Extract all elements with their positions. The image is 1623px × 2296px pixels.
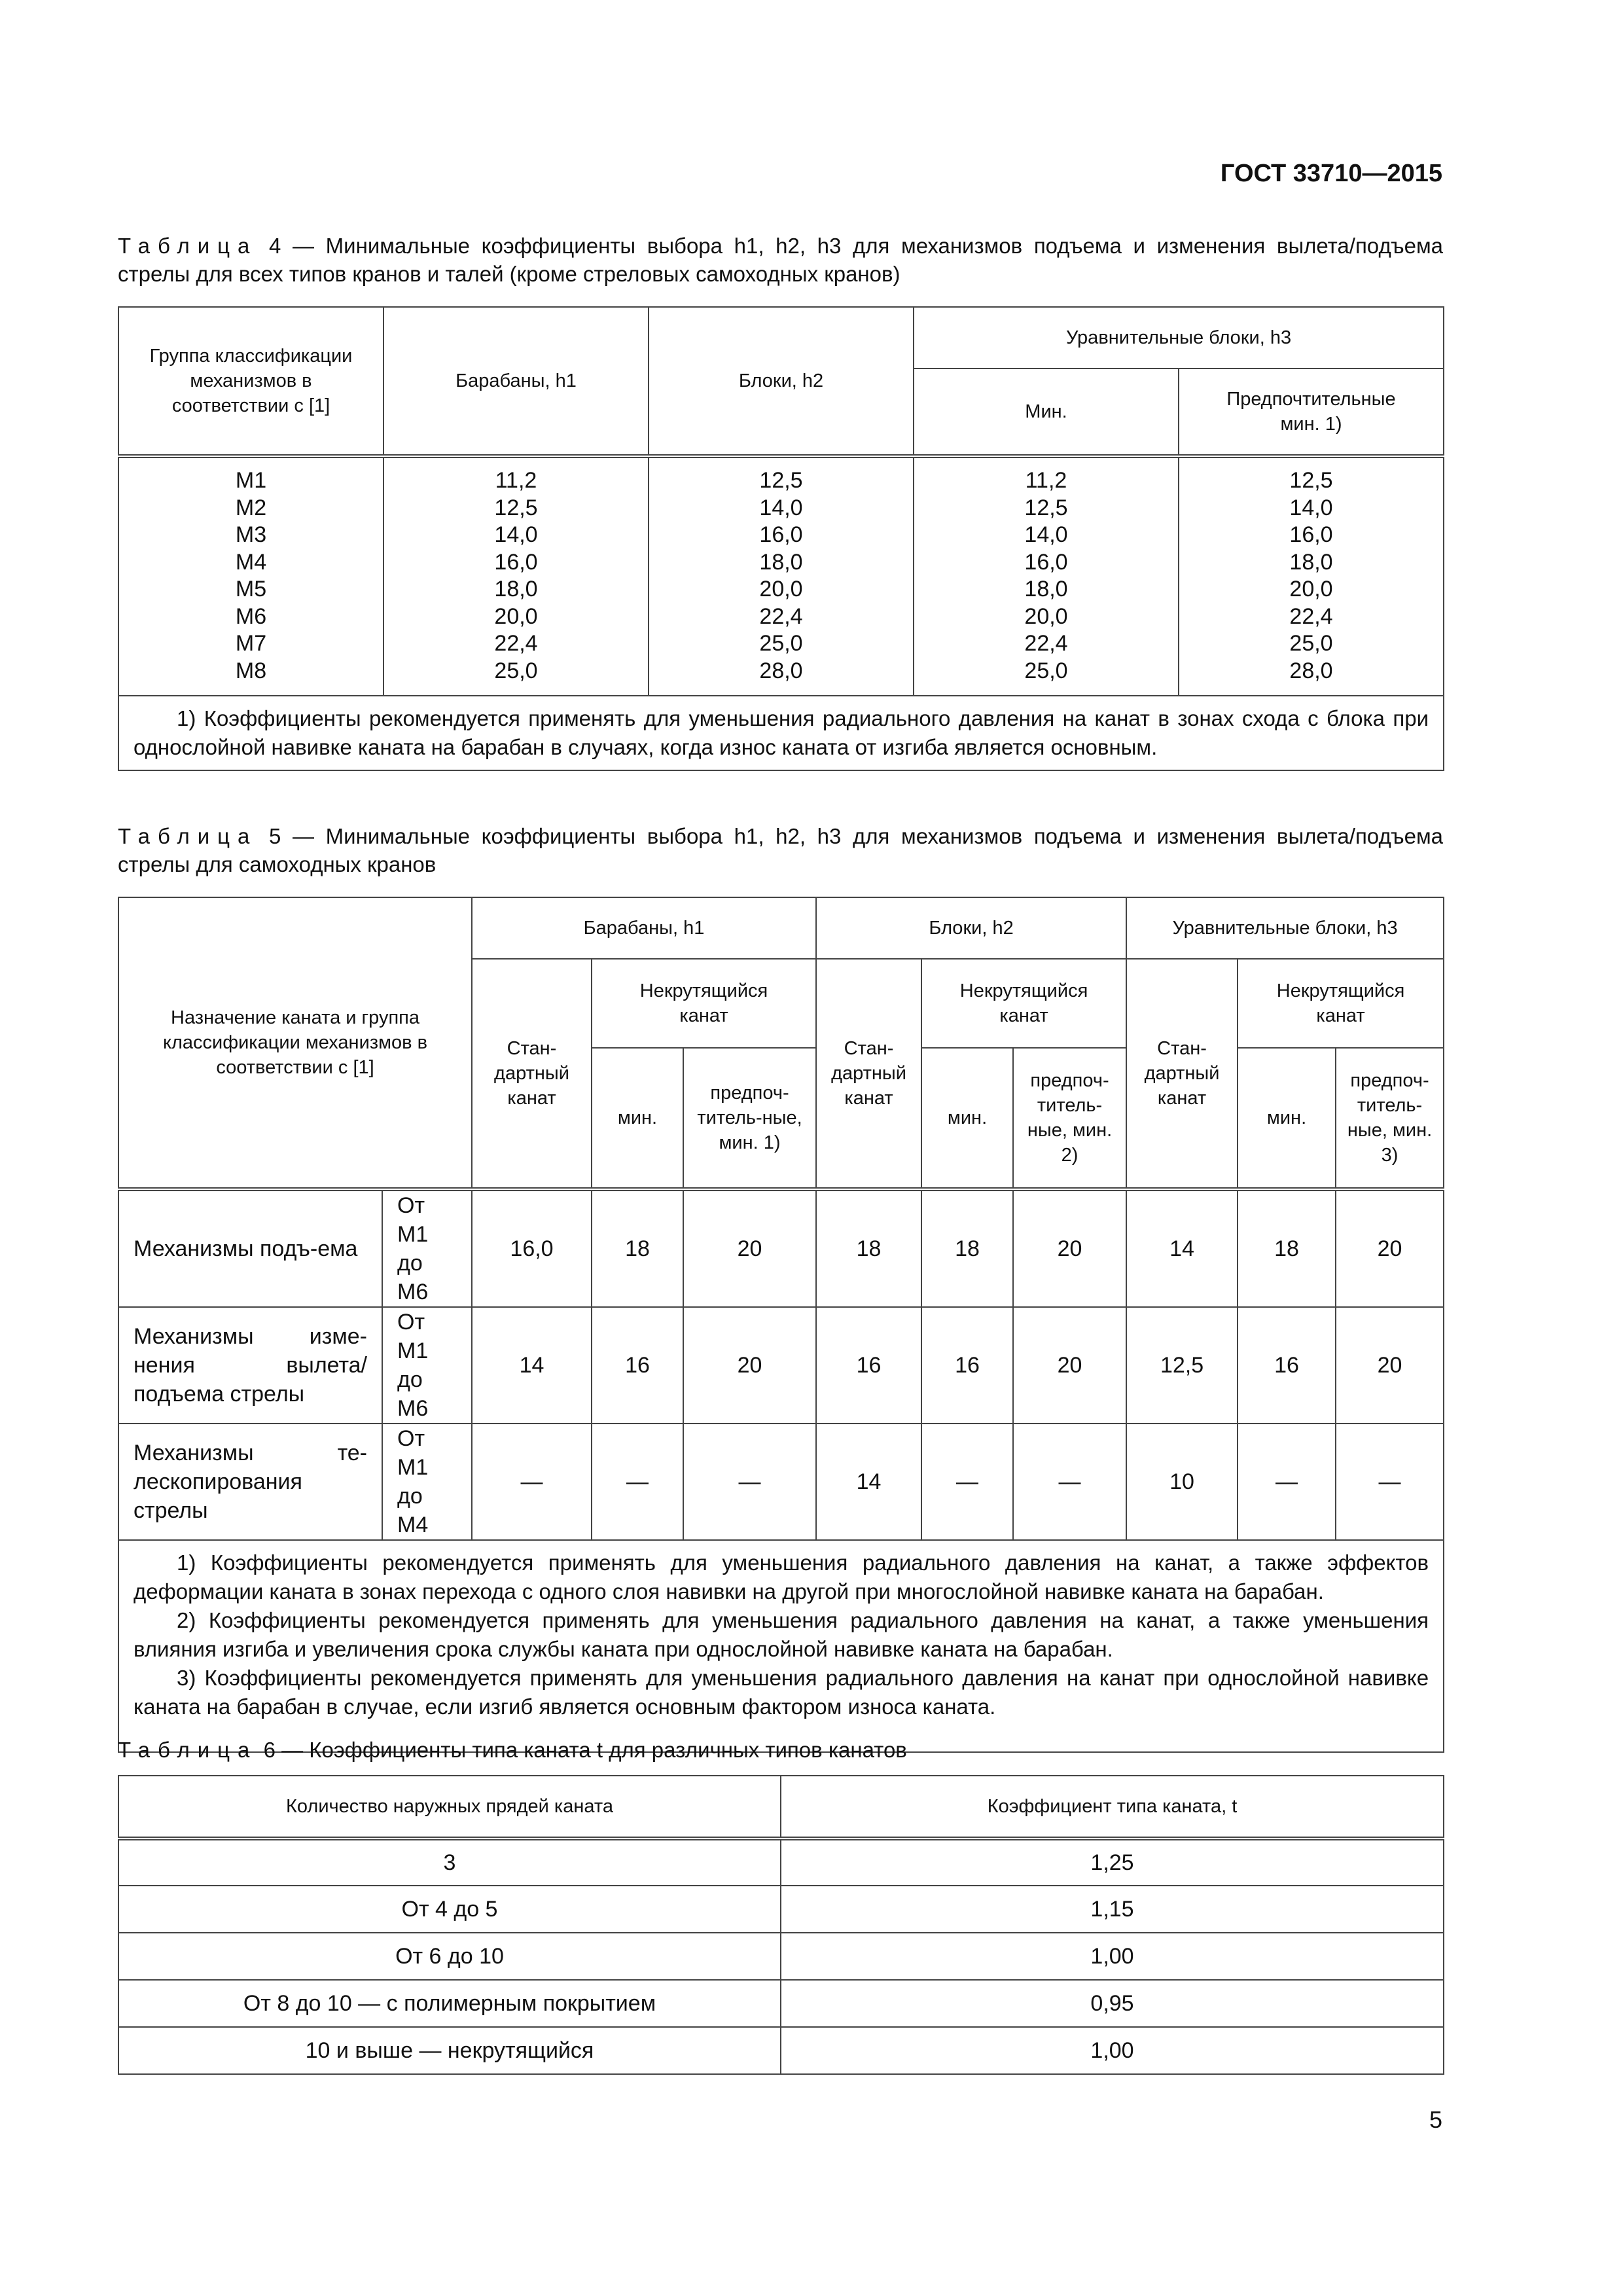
table-cell: 0,95: [781, 1980, 1444, 2027]
table4-header-preferred: Предпочтительные мин. 1): [1179, 368, 1444, 456]
table-row: [118, 1933, 1444, 1980]
table-cell: 18,0: [1024, 577, 1068, 601]
table-cell: 1,00: [781, 2027, 1444, 2074]
table5-header-pref-drums: предпоч-титель-ные, мин. 1): [683, 1048, 816, 1189]
table-cell: 16,0: [494, 549, 538, 575]
table-cell: 16: [816, 1307, 921, 1424]
table-cell: M5: [235, 577, 267, 601]
footnote-text: 1) Коэффициенты рекомендуется применять для уменьшения радиального давления на канат в зонах схода с блока при однослойной навивке каната на барабан в случаях, когда износ каната от изгиба является основным.: [134, 706, 1429, 759]
table-cell: 14: [1126, 1189, 1238, 1307]
table-cell: 20: [1013, 1189, 1126, 1307]
table5-header-drums: Барабаны, h1: [472, 897, 816, 959]
table-cell: M6: [235, 603, 267, 629]
table-cell: —: [1336, 1424, 1444, 1540]
table-cell: От 8 до 10 — с полимерным покрытием: [118, 1980, 781, 2027]
table-cell: 28,0: [1289, 658, 1333, 683]
table-cell: 22,4: [494, 631, 538, 656]
table5-header-pref-equalizer: предпоч-титель-ные, мин. 3): [1336, 1048, 1444, 1189]
table4-caption-text: — Минимальные коэффициенты выбора h1, h2, h3 для механизмов подъема и изменения вылета/подъема стрелы для всех типов кранов и талей (кроме стреловых самоходных кранов): [118, 234, 1443, 286]
table5-mechanism-label: Механизмы изме-нения вылета/ подъема стрелы: [118, 1307, 382, 1424]
table-cell: 10 и выше — некрутящийся: [118, 2027, 781, 2074]
table4-col-preferred: [1179, 456, 1444, 696]
table-cell: 14,0: [494, 522, 538, 547]
table-cell: 3: [118, 1839, 781, 1886]
table4-col-min: [914, 456, 1179, 696]
table-row: [118, 1307, 1444, 1424]
table-cell: 25,0: [1024, 658, 1068, 683]
table-cell: 16,0: [759, 522, 803, 547]
table-cell: 10: [1126, 1424, 1238, 1540]
table-cell: 25,0: [1289, 631, 1333, 656]
table5: [118, 897, 1444, 1753]
table-cell: От 6 до 10: [118, 1933, 781, 1980]
table-cell: 14,0: [1289, 495, 1333, 520]
table-cell: От 4 до 5: [118, 1886, 781, 1933]
table5-caption: [118, 822, 1443, 878]
table-cell: —: [472, 1424, 592, 1540]
table-cell: 16: [1238, 1307, 1336, 1424]
table-cell: 12,5: [1024, 495, 1068, 520]
table-cell: —: [1013, 1424, 1126, 1540]
table4-caption-number: 4: [269, 234, 281, 258]
table-cell: 18: [816, 1189, 921, 1307]
table-cell: 20: [1013, 1307, 1126, 1424]
table5-header-standard-blocks: Стан-дартный канат: [816, 959, 921, 1189]
table-cell: 18,0: [494, 577, 538, 601]
footnote-text: 3) Коэффициенты рекомендуется применять для уменьшения радиального давления на канат при однослойной навивке каната на барабан в случае, если изгиб является основным фактором износа каната.: [134, 1666, 1429, 1719]
table-cell: 25,0: [759, 631, 803, 656]
table-cell: 1,00: [781, 1933, 1444, 1980]
table4-caption-word: Таблица: [118, 234, 258, 258]
table5-header-equalizer: Уравнительные блоки, h3: [1126, 897, 1444, 959]
table5-header-purpose: Назначение каната и группа классификации механизмов в соответствии с [1]: [118, 897, 472, 1189]
table-cell: M4: [235, 549, 267, 575]
table-cell: 18: [592, 1189, 683, 1307]
table5-header-min-equalizer: мин.: [1238, 1048, 1336, 1189]
table-cell: 12,5: [759, 468, 803, 493]
table4-col-groups: [118, 456, 383, 696]
table6-header-coefficient: Коэффициент типа каната, t: [781, 1776, 1444, 1839]
table-cell: M8: [235, 658, 267, 683]
table-cell: 14,0: [1024, 522, 1068, 547]
table5-footnotes: [118, 1540, 1444, 1752]
table-cell: 18,0: [1289, 549, 1333, 575]
table-cell: 20,0: [759, 577, 803, 601]
table-cell: —: [1238, 1424, 1336, 1540]
table-cell: M2: [235, 495, 267, 520]
table6-caption: [118, 1736, 1443, 1764]
table6-header-strands: Количество наружных прядей каната: [118, 1776, 781, 1839]
table-row: [118, 1839, 1444, 1886]
table-cell: 16,0: [1024, 549, 1068, 575]
table-cell: 14,0: [759, 495, 803, 520]
table4-footnote: [118, 696, 1444, 770]
table-cell: 20: [683, 1307, 816, 1424]
table-cell: 25,0: [494, 658, 538, 683]
table-row: [118, 1189, 1444, 1307]
footnote-text: 1) Коэффициенты рекомендуется применять для уменьшения радиального давления на канат, а также эффектов деформации каната в зонах перехода с одного слоя навивки на другой при многослойной навивке каната на барабан.: [134, 1551, 1429, 1604]
table5-header-nonrotating-equalizer: Некрутящийся канат: [1238, 959, 1444, 1048]
table5-group-label: От М1 до М6: [382, 1307, 472, 1424]
table-cell: 18: [921, 1189, 1013, 1307]
table4-col-blocks: [649, 456, 914, 696]
table-cell: 20,0: [1024, 603, 1068, 629]
table-cell: 16,0: [1289, 522, 1333, 547]
table-cell: 1,25: [781, 1839, 1444, 1886]
table4-header-min: Мин.: [914, 368, 1179, 456]
table-row: [118, 1424, 1444, 1540]
table-cell: 16: [592, 1307, 683, 1424]
table-row: [118, 1886, 1444, 1933]
table-cell: 28,0: [759, 658, 803, 683]
table-cell: M1: [235, 468, 267, 493]
table5-group-label: От М1 до М4: [382, 1424, 472, 1540]
table-cell: 1,15: [781, 1886, 1444, 1933]
table4-header-group: Группа классификации механизмов в соответствии с [1]: [118, 307, 383, 456]
table6-caption-text: — Коэффициенты типа каната t для различных типов канатов: [281, 1738, 907, 1762]
table-cell: 16,0: [472, 1189, 592, 1307]
table5-header-min-drums: мин.: [592, 1048, 683, 1189]
table5-header-nonrotating-drums: Некрутящийся канат: [592, 959, 816, 1048]
table-cell: M7: [235, 631, 267, 656]
table-cell: 14: [472, 1307, 592, 1424]
table6: [118, 1775, 1444, 2075]
table-cell: —: [921, 1424, 1013, 1540]
table-cell: 11,2: [1025, 468, 1067, 493]
table5-header-nonrotating-blocks: Некрутящийся канат: [921, 959, 1126, 1048]
table5-caption-text: — Минимальные коэффициенты выбора h1, h2, h3 для механизмов подъема и изменения вылета/подъема стрелы для самоходных кранов: [118, 824, 1443, 876]
table-cell: 20: [683, 1189, 816, 1307]
table4-header-blocks: Блоки, h2: [649, 307, 914, 456]
table-cell: 18: [1238, 1189, 1336, 1307]
table-row: [118, 1980, 1444, 2027]
table-cell: 20: [1336, 1307, 1444, 1424]
table5-header-standard-equalizer: Стан-дартный канат: [1126, 959, 1238, 1189]
table5-header-standard-drums: Стан-дартный канат: [472, 959, 592, 1189]
table5-header-min-blocks: мин.: [921, 1048, 1013, 1189]
table6-caption-word: Таблица: [118, 1738, 258, 1762]
table4-col-drums: [383, 456, 649, 696]
table4: [118, 306, 1444, 771]
table-cell: 20,0: [1289, 577, 1333, 601]
footnote-text: 2) Коэффициенты рекомендуется применять для уменьшения радиального давления на канат, а также уменьшения влияния изгиба и увеличения срока службы каната при однослойной навивке каната на барабан.: [134, 1608, 1429, 1661]
table4-data-block: [118, 456, 1444, 696]
table-cell: M3: [235, 522, 267, 547]
table-cell: 11,2: [495, 468, 537, 493]
table5-mechanism-label: Механизмы подъ-ема: [118, 1189, 382, 1307]
table-cell: 12,5: [494, 495, 538, 520]
table5-group-label: От М1 до М6: [382, 1189, 472, 1307]
table6-caption-number: 6: [263, 1738, 276, 1762]
table-cell: —: [683, 1424, 816, 1540]
table5-caption-number: 5: [269, 824, 281, 848]
table5-caption-word: Таблица: [118, 824, 258, 848]
table4-header-equalizer: Уравнительные блоки, h3: [914, 307, 1444, 368]
table4-caption: [118, 232, 1443, 288]
document-id: ГОСТ 33710—2015: [1220, 160, 1442, 187]
table-cell: 16: [921, 1307, 1013, 1424]
table-cell: 22,4: [1024, 631, 1068, 656]
table-cell: 22,4: [759, 603, 803, 629]
table-cell: 20,0: [494, 603, 538, 629]
table4-header-drums: Барабаны, h1: [383, 307, 649, 456]
table5-mechanism-label: Механизмы те-лескопирования стрелы: [118, 1424, 382, 1540]
table5-header-blocks: Блоки, h2: [816, 897, 1126, 959]
table-cell: 18,0: [759, 549, 803, 575]
table-row: [118, 2027, 1444, 2074]
table-cell: 12,5: [1126, 1307, 1238, 1424]
table-cell: —: [592, 1424, 683, 1540]
table-cell: 20: [1336, 1189, 1444, 1307]
table-cell: 12,5: [1289, 468, 1333, 493]
table-cell: 22,4: [1289, 603, 1333, 629]
page-number: 5: [1429, 2106, 1442, 2133]
table-cell: 14: [816, 1424, 921, 1540]
table5-header-pref-blocks: предпоч-титель-ные, мин. 2): [1013, 1048, 1126, 1189]
